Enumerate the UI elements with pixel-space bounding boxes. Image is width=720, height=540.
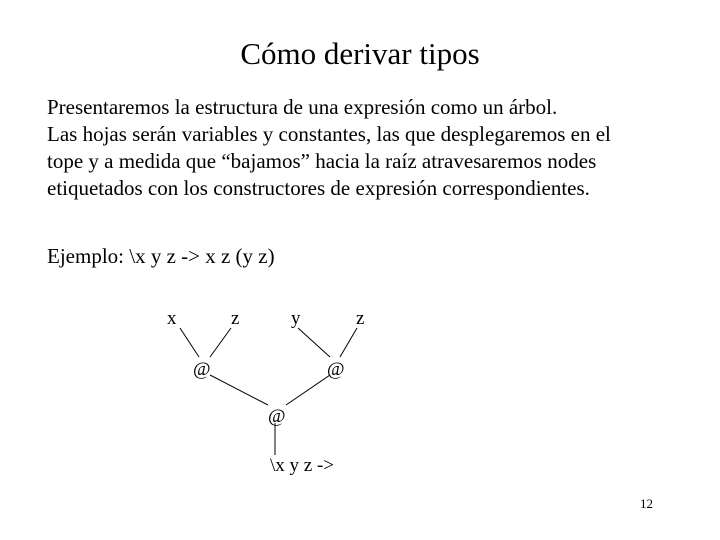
tree-leaf-z: z xyxy=(356,308,365,329)
paragraph-line: Las hojas serán variables y constantes, las que desplegaremos en el xyxy=(47,122,611,146)
slide-title: Cómo derivar tipos xyxy=(240,36,480,71)
tree-edge xyxy=(210,328,231,357)
tree-leaf-x: x xyxy=(167,308,177,329)
tree-edge xyxy=(298,328,330,357)
paragraph-line: etiquetados con los constructores de expresión correspondientes. xyxy=(47,176,590,200)
tree-edge xyxy=(210,375,268,405)
tree-node-app-left: @ xyxy=(193,359,211,380)
paragraph-line: tope y a medida que “bajamos” hacia la raíz atravesaremos nodes xyxy=(47,149,597,173)
page-number: 12 xyxy=(640,496,653,511)
tree-leaf-z: z xyxy=(231,308,240,329)
tree-edge xyxy=(180,328,199,357)
tree-leaf-y: y xyxy=(291,308,301,329)
example-expression: Ejemplo: \x y z -> x z (y z) xyxy=(47,244,275,268)
tree-node-app-root: @ xyxy=(268,406,286,427)
tree-node-app-right: @ xyxy=(327,359,345,380)
tree-edge xyxy=(340,328,357,357)
tree-node-lambda: \x y z -> xyxy=(270,455,335,476)
tree-edge xyxy=(286,375,330,405)
paragraph-line: Presentaremos la estructura de una expresión como un árbol. xyxy=(47,95,558,119)
